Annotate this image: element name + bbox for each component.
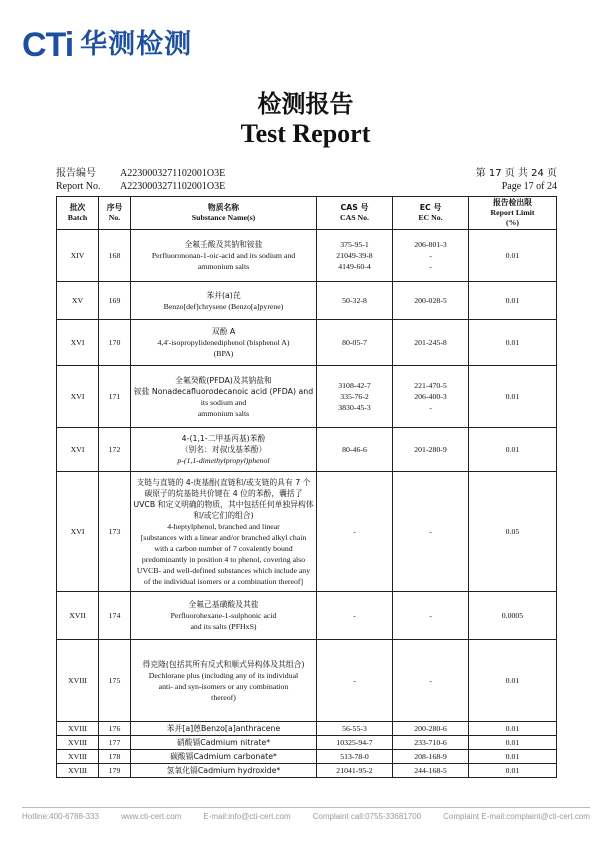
name-line: 4-(1,1-二甲基丙基)苯酚	[181, 434, 266, 443]
name-line: 4-heptylphenol, branched and linear	[167, 521, 280, 531]
page-number-cn: 第 17 页 共 24 页	[475, 168, 557, 179]
name-line: 得克隆(包括其所有反式和顺式异构体及其组合)	[142, 659, 305, 669]
cas-number-cell	[317, 282, 393, 320]
report-title-en: Test Report	[240, 119, 371, 148]
substance-name-cell	[131, 320, 317, 366]
report-no-label-en: Report No.	[56, 181, 101, 192]
name-line: 硝酸镉Cadmium nitrate*	[176, 738, 271, 747]
number-cell: 173	[99, 472, 131, 592]
cas-line: -	[353, 611, 356, 620]
substance-name-cell	[131, 736, 317, 750]
table-row	[57, 750, 557, 764]
ec-line: 244-168-5	[414, 766, 447, 775]
number-cell: 168	[99, 230, 131, 282]
ec-line: -	[429, 676, 432, 685]
number-cell: 175	[99, 640, 131, 722]
name-line: 双酚 A	[211, 327, 236, 336]
batch-cell: XVI	[57, 428, 99, 472]
header-limit: 报告检出限 Report Limit (%)	[469, 197, 557, 230]
name-line: 全氟己基磺酸及其盐	[188, 600, 259, 609]
table-row	[57, 320, 557, 366]
ec-line: 221-470-5	[414, 381, 447, 390]
batch-cell: XV	[57, 282, 99, 320]
number-cell: 171	[99, 366, 131, 428]
name-line: [substances with a linear and/or branched alkyl chain with a carbon number of 7 covalently bound predominantly in position 4 to phenol, covering also UVCB- and well-defined substances which include any of the individual isomers or a combination thereof]	[136, 532, 311, 586]
table-row	[57, 230, 557, 282]
footer-website[interactable]: www.cti-cert.com	[120, 812, 182, 821]
substance-name-cell	[131, 428, 317, 472]
name-line: Benzo[def]chrysene (Benzo[a]pyrene)	[163, 301, 284, 311]
ec-line: 201-280-9	[414, 445, 447, 454]
name-line: 支链与直链的 4-庚基酚(直链和/或支链的具有 7 个碳原子的烷基链共价键在 4 位的苯酚，囊括了 UVCB 和定义明确的物质，其中包括任何单独异构体和/或它们的组合)	[133, 477, 314, 520]
cas-line: 375-95-1	[340, 240, 369, 249]
table-body	[57, 230, 557, 778]
name-line: （别名：对叔戊基苯酚）	[180, 445, 267, 454]
cas-number-cell	[317, 230, 393, 282]
cas-line: -	[353, 676, 356, 685]
report-title-cn: 检测报告	[257, 90, 354, 118]
batch-cell: XIV	[57, 230, 99, 282]
logo-text-cn: 华测检测	[80, 29, 193, 60]
cas-number-cell	[317, 592, 393, 640]
cas-line: 3108-42-7	[338, 381, 371, 390]
name-line: and its salts (PFHxS)	[190, 622, 257, 631]
cas-number-cell	[317, 428, 393, 472]
page-number-en: Page 17 of 24	[501, 181, 557, 192]
report-limit-cell: 0.01	[469, 640, 557, 722]
cas-line: 513-78-0	[340, 752, 369, 761]
name-line: 全氟癸酸(PFDA)及其钠盐和	[175, 375, 272, 385]
name-line: ammonium salts	[197, 262, 250, 271]
cas-number-cell	[317, 736, 393, 750]
batch-cell: XVII	[57, 592, 99, 640]
cas-line: 80-46-6	[342, 445, 367, 454]
name-line: its sodium and	[200, 397, 247, 407]
cas-line: 56-55-3	[342, 724, 367, 733]
name-line: thereof)	[211, 692, 236, 702]
substance-name-cell	[131, 722, 317, 736]
cas-line: 21049-39-8	[336, 251, 373, 260]
number-cell: 179	[99, 764, 131, 778]
ec-number-cell	[393, 320, 469, 366]
ec-line: -	[429, 262, 432, 271]
table-row	[57, 282, 557, 320]
logo-text-en: CTi	[22, 26, 74, 64]
name-line: 4,4'-isopropylidenediphenol (bisphenol A)	[157, 338, 290, 347]
substance-name-cell	[131, 640, 317, 722]
name-line: 铵盐 Nonadecafluorodecanoic acid (PFDA) and	[133, 386, 314, 396]
ec-number-cell	[393, 640, 469, 722]
cas-line: 3830-45-3	[338, 403, 371, 412]
footer	[22, 812, 590, 821]
substance-name-cell	[131, 282, 317, 320]
cas-line: 21041-95-2	[336, 766, 373, 775]
substance-name-cell	[131, 750, 317, 764]
substance-table	[56, 196, 557, 778]
batch-cell: XVI	[57, 366, 99, 428]
name-line: 全氟壬酸及其钠和铵盐	[184, 240, 263, 249]
table-row	[57, 472, 557, 592]
substance-name-cell	[131, 472, 317, 592]
substance-name-cell	[131, 592, 317, 640]
report-limit-cell: 0.01	[469, 428, 557, 472]
ec-number-cell	[393, 472, 469, 592]
footer-email[interactable]: E-mail:info@cti-cert.com	[203, 812, 291, 821]
ec-line: 201-245-8	[414, 338, 447, 347]
name-line: 氢氧化镉Cadmium hydroxide*	[166, 766, 281, 775]
name-line: ammonium salts	[197, 408, 250, 418]
substance-name-cell	[131, 764, 317, 778]
footer-hotline: Hotline:400-6788-333	[22, 812, 99, 821]
batch-cell: XVIII	[57, 722, 99, 736]
ec-number-cell	[393, 428, 469, 472]
name-line: 苯并[a]蒽Benzo[a]anthracene	[166, 724, 281, 733]
substance-name-cell	[131, 366, 317, 428]
number-cell: 176	[99, 722, 131, 736]
ec-number-cell	[393, 282, 469, 320]
report-limit-cell: 0.01	[469, 764, 557, 778]
cas-line: 80-05-7	[342, 338, 367, 347]
table-row	[57, 736, 557, 750]
footer-complaint-email[interactable]: Complaint E-mail:complaint@cti-cert.com	[443, 812, 590, 821]
header-no: 序号 No.	[99, 197, 131, 230]
cas-number-cell	[317, 750, 393, 764]
report-no-cn: A2230003271102001O3E	[120, 168, 226, 179]
report-limit-cell: 0.01	[469, 722, 557, 736]
table-row	[57, 428, 557, 472]
cas-line: 4149-60-4	[338, 262, 371, 271]
cas-number-cell	[317, 366, 393, 428]
number-cell: 177	[99, 736, 131, 750]
substance-name-cell	[131, 230, 317, 282]
ec-number-cell	[393, 592, 469, 640]
cas-number-cell	[317, 472, 393, 592]
ec-line: 200-028-5	[414, 296, 447, 305]
number-cell: 169	[99, 282, 131, 320]
batch-cell: XVI	[57, 472, 99, 592]
table-row	[57, 640, 557, 722]
cas-number-cell	[317, 320, 393, 366]
ec-line: 206-400-3	[414, 392, 447, 401]
ec-number-cell	[393, 366, 469, 428]
header-batch: 批次 Batch	[57, 197, 99, 230]
footer-complaint-call: Complaint call:0755-33681700	[312, 812, 422, 821]
batch-cell: XVI	[57, 320, 99, 366]
report-limit-cell: 0.0005	[469, 592, 557, 640]
cas-number-cell	[317, 722, 393, 736]
footer-divider	[22, 807, 590, 808]
cas-line: 335-76-2	[340, 392, 369, 401]
name-line: Dechlorane plus (including any of its individual	[148, 670, 299, 680]
table-row	[57, 722, 557, 736]
table-row	[57, 366, 557, 428]
report-limit-cell: 0.01	[469, 320, 557, 366]
name-line: (BPA)	[213, 349, 234, 358]
report-number-block	[56, 167, 225, 193]
number-cell: 178	[99, 750, 131, 764]
ec-number-cell	[393, 736, 469, 750]
report-limit-cell: 0.01	[469, 750, 557, 764]
ec-number-cell	[393, 764, 469, 778]
report-limit-cell: 0.01	[469, 282, 557, 320]
ec-line: 233-710-6	[414, 738, 447, 747]
table-row	[57, 764, 557, 778]
cas-line: 10325-94-7	[336, 738, 373, 747]
report-limit-cell: 0.05	[469, 472, 557, 592]
number-cell: 174	[99, 592, 131, 640]
name-line: 苯并(a)芘	[206, 290, 241, 300]
batch-cell: XVIII	[57, 764, 99, 778]
ec-number-cell	[393, 722, 469, 736]
table-row	[57, 592, 557, 640]
ec-number-cell	[393, 230, 469, 282]
report-no-en: A2230003271102001O3E	[120, 181, 226, 192]
ec-line: 200-280-6	[414, 724, 447, 733]
cas-line: -	[353, 527, 356, 536]
name-line: 碳酸镉Cadmium carbonate*	[170, 752, 277, 761]
number-cell: 172	[99, 428, 131, 472]
name-line: Perfluorohexane-1-sulphonic acid	[170, 611, 277, 620]
name-line: Perfluorononan-1-oic-acid and its sodium and	[151, 251, 296, 260]
cas-line: 50-32-8	[342, 296, 367, 305]
report-limit-cell: 0.01	[469, 366, 557, 428]
ec-line: -	[429, 611, 432, 620]
batch-cell: XVIII	[57, 750, 99, 764]
report-no-label-cn: 报告编号	[56, 168, 96, 179]
ec-line: -	[429, 251, 432, 260]
company-logo	[22, 28, 192, 62]
header-cas: CAS 号 CAS No.	[317, 197, 393, 230]
name-line: anti- and syn-isomers or any combination	[158, 681, 289, 691]
report-limit-cell: 0.01	[469, 230, 557, 282]
ec-line: -	[429, 527, 432, 536]
table-header-row	[57, 197, 557, 230]
report-limit-cell: 0.01	[469, 736, 557, 750]
ec-line: 208-168-9	[414, 752, 447, 761]
number-cell: 170	[99, 320, 131, 366]
cas-number-cell	[317, 640, 393, 722]
name-line: p-(1,1-dimethylpropyl)phenol	[177, 456, 270, 465]
batch-cell: XVIII	[57, 736, 99, 750]
ec-line: -	[429, 403, 432, 412]
ec-number-cell	[393, 750, 469, 764]
ec-line: 206-801-3	[414, 240, 447, 249]
page-number-block	[476, 167, 557, 193]
header-substance: 物质名称 Substance Name(s)	[131, 197, 317, 230]
cas-number-cell	[317, 764, 393, 778]
batch-cell: XVIII	[57, 640, 99, 722]
header-ec: EC 号 EC No.	[393, 197, 469, 230]
